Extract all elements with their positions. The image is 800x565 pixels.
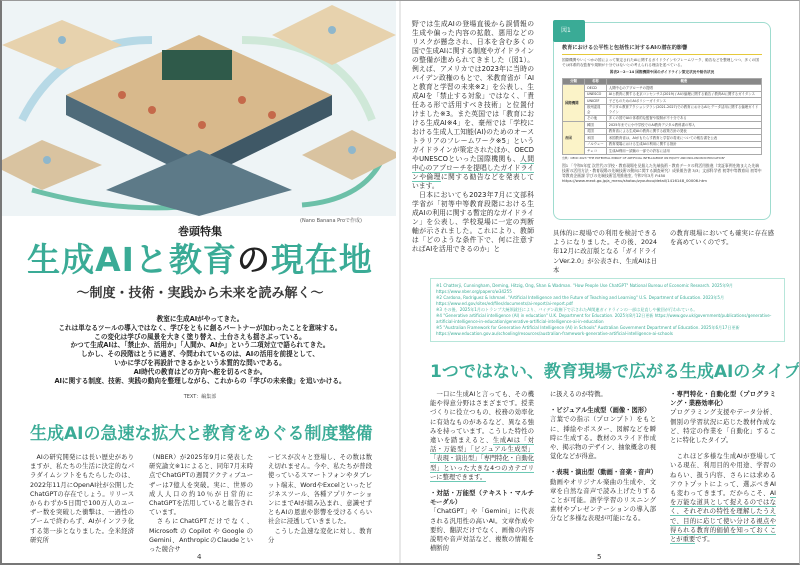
text-run: これほど多様な生成AIが登場している現在、利用目的や用途、学習のねらい、扱う内容、さらには求めるアウトプットによって、選ぶべきAIも変わってきます。だからこそ、 — [670, 453, 776, 498]
feature-kicker: 巻頭特集 — [178, 225, 222, 238]
paragraph: 言葉での指示（プロンプト）をもとに、挿絵やポスター、図解などを瞬時に生成する。教材のスライド作成や、掲示物のデザイン、抽象概念の視覚化などが得意。 — [550, 416, 656, 461]
paragraph: （NBER）が2025年9月に発表した研究論文※1によると、同年7月末時点でChatGPTの週間アクティブユーザーは7億人を突破。実に、世界の成人人口の約10％が日常的にChatGPTを活用していると報告されています。 — [149, 454, 253, 517]
lead-line: AI時代の教育はどの方向へ舵を切るべきか。 — [133, 367, 267, 376]
title-part: 生成AIと教育 — [27, 240, 237, 279]
table-cell: 米国 — [585, 135, 607, 142]
type-heading — [430, 489, 534, 507]
table-cell: 英国 — [585, 128, 607, 135]
type-heading-text: ・表現・演出型（動画・音楽・音声） — [550, 469, 658, 477]
title-part: 現在地 — [270, 240, 373, 279]
lead-line: これは単なるツールの導入ではなく、学びをともに創るパートナーが加わったことを意味する。 — [58, 323, 342, 332]
lead-line: AIに関する制度、技術、実践の動向を整理しながら、これからの「学びの未来像」を追いかける。 — [54, 376, 346, 385]
body-column — [670, 390, 776, 544]
text-run: です。 — [695, 536, 714, 544]
footnote: ※4 "Generative artificial intelligence (AI) in education" U.K. Department for Education. 2025年8月12日更新 https://www.gov.uk/government/publications/generative-artificial-intelligence-in-education/generative-artificial-intelligence-ai-in-education — [436, 313, 772, 324]
guideline-table — [562, 78, 762, 155]
text-run: に関する勧告などを発表しています。 — [412, 173, 535, 190]
figure-intro: 国際機関やいくつかの国によって策定されたAIに関するガイドラインやフレームワーク、勧告などを整理しつつ、多くの国では体系的な監督や規制が十分ではないとの考えられる理由を述べている。 — [562, 57, 759, 67]
type-heading-text: ・対話・万能型（テキスト・マルチモーダル） — [430, 490, 534, 507]
lead-line: かつて生成AIは、「禁止か、活用か」「人間か、AIか」という二項対立で語られてきた。 — [70, 341, 330, 350]
page-number: 5 — [597, 553, 602, 561]
lead-line: 教室に生成AIがやってきた。 — [156, 315, 244, 323]
footnotes-box — [430, 278, 785, 342]
footnote: ※5 "Australian Framework for Generative Artificial Intelligence (AI) in Schools" Australian Government Department of Education. 2025年6月17日更新 https://www.education.gov.au/schooling/resources/australian-framework-generative-artificial-intelligence-ai-schools — [436, 325, 740, 336]
table-cell: 人間中心のアプローチの提唱 — [606, 85, 761, 92]
category-cell: 国際機関 — [563, 85, 585, 122]
footnote: ※2 Cardona, Rodriguez & Ishmael. "Artificial Intelligence and the Future of Teaching and Learning" U.S. Department of Education. 2023年5月 https://www.ed.gov/sites/ed/files/documents/ai-report/ai-report.pdf — [436, 295, 725, 306]
table-cell: 教育省による生成AIの教育に関する政策方針の発表 — [606, 128, 761, 135]
table-row — [563, 148, 762, 155]
paragraph: ービスが次々と登場し、その数は数え切れません。今や、私たちが普段使っているスマートフォンやタブレット端末、WordやExcelといったビジネスツール、各種アプリケーションにまでAIが組み込まれ、意識せずともAIの恩恵や影響を受けるくらい社会に浸透していきました。 — [268, 454, 372, 526]
body-column — [670, 229, 774, 247]
classroom-illustration — [2, 0, 396, 216]
paragraph: に扱えるのが特徴。 — [550, 391, 607, 398]
caption-text: 図1 「令和5年度 次世代の学校・教育現場を見据えた先端技術・教育データの利活用推進（実証事例を踏まえた先端技術の活用方法・教育現場の先端技術の動向に関する調査研究）成果報告書 3/3」文部科学省 初等中等教育局 初等中等教育企画課 学びの先端技術活用推進室, 令和7年3月 P.450 — [562, 162, 762, 178]
paragraph — [412, 20, 534, 191]
page-subtitle: ～制度・技術・実践から未来を読み解く～ — [76, 286, 324, 301]
body-column — [268, 453, 372, 545]
table-title: 図表2－2－14 国際機関や国のガイドライン策定状況や勧告状況 — [609, 69, 715, 74]
page-gutter — [399, 0, 401, 565]
table-cell: ノルウェー — [585, 141, 607, 148]
column-header: 概要 — [606, 78, 761, 85]
category-cell: 各国 — [563, 122, 585, 155]
table-cell: 子どものためのAIポリシーガイダンス — [606, 98, 761, 105]
figure-caption — [562, 163, 762, 183]
paragraph: 具体的に現場での利用を検討できるようになりました。その後、2024年12月に改訂版となる「ガイドラインVer.2.0」が公表され、生成AIは日本 — [553, 230, 657, 274]
paragraph: 日本においても2023年7月に文部科学省が「初等中等教育段階における生成AIの利用に関する暫定的なガイドライン」を公表し、学校現場に一定の判断軸が示されました。これにより、教師は「どのような条件下で、何に注意すればAIを活用できるのか」と — [412, 191, 534, 253]
table-cell: 米国教育省は、AIがもたらす教育と学習の将来についての報告書を公表 — [606, 135, 761, 142]
paragraph — [670, 452, 776, 544]
table-cell: 欧州委員会 — [585, 104, 607, 115]
highlighted-text: 人間中心のアプローチを提唱したガイドラインや倫理 — [412, 155, 534, 181]
type-heading — [550, 406, 656, 415]
footnote: ※1 Chatterji, Cunningham, Deming, Hitzig, Ong, Shan & Wadman. "How People Use ChatGPT" National Bureau of Economic Research. 2025年9月 https://www.nber.org/papers/w34255 — [436, 283, 733, 294]
page-title — [0, 241, 400, 279]
paragraph — [430, 390, 534, 482]
lead-line: この変化は学びの風景を大きく塗り替え、土台さえも揺さぶっている。 — [94, 332, 306, 341]
paragraph: さらにChatGPTだけでなく、MicrosoftのCopilotやGoogleのGemini、AnthropicのClaudeといった競合サ — [149, 518, 253, 554]
paragraph: の教育現場においても確実に存在感を高めていくのです。 — [670, 230, 774, 247]
text-run: 一口に生成AIと言っても、その機能や得意分野はさまざまです。授業づくりに役立つもの、校務の効率化に有効なものがあるなど、異なる強みを持っています。こうした特性の違いを踏まえると、 — [430, 391, 534, 445]
body-column — [550, 390, 656, 524]
figure-title: 教育における公平性と包括性に対するAIの潜在的影響 — [562, 45, 762, 55]
body-column — [412, 20, 534, 254]
body-column — [553, 229, 657, 275]
title-part: の — [236, 240, 271, 279]
table-cell: 生成AI利用ー試験の一部での許容に活用 — [606, 148, 761, 155]
paragraph: 「ChatGPT」や「Gemini」に代表される汎用性の高いAI。文章作成や要約、翻訳だけでなく、画像の内容説明や音声対話など、複数の情報を横断的 — [430, 508, 534, 553]
table-cell: OECD — [585, 85, 607, 92]
lead-line: いかに学びを再設計できるかという本質的な問いである。 — [114, 358, 286, 367]
section-heading: 1つではない、教育現場で広がる生成AIのタイプ — [430, 362, 800, 382]
type-heading-text: ・ビジュアル生成型（画像・図形） — [550, 407, 651, 415]
body-column — [30, 453, 134, 545]
column-header: 分類 — [563, 78, 585, 85]
text-run: 野では生成AIの登場直後から誤情報の生成や偏った内容の拡散、悪用などのリスクが懸念され、日本を含む多くの国で生成AIに関する制度やガイドラインの整備が進められてきました（図1）。例えば、アメリカでは2023年に当時のバイデン政権のもとで、米教育省が「AIと教育と学習の未来※2」を公表し、生成AIを「禁止する対象」ではなく、「責任ある形で活用すべき技術」と位置付けました※3。また英国では「教育における生成AI※4」を、豪州では「学校における生成人工知能(AI)のためのオーストラリアのフレームワーク※5」というガイドラインが策定されたほか、OECDやUNESCOといった国際機関も、 — [412, 20, 534, 163]
table-cell: 韓国 — [585, 122, 607, 129]
page-number: 4 — [197, 553, 202, 561]
section-heading: 生成AIの急速な拡大と教育をめぐる制度整備 — [30, 424, 373, 444]
table-cell: デジタル教育アクションプラン(2021-2027)での教育におけるAIとデータ活用に関する倫理ガイドライン — [606, 104, 761, 115]
paragraph: こうした急速な変化に対し、教育分 — [268, 527, 372, 544]
lead-line: しかし、その段階はとうに過ぎ、今問われているのは、AIの活用を前提として、 — [81, 350, 319, 359]
figure-1 — [553, 22, 771, 220]
illustration-caption: (Nano Banana Proで作成) — [300, 218, 363, 224]
body-column — [149, 453, 253, 554]
table-source: 出典：OECD 2023 "THE POTENTIAL IMPACT OF ARTIFICIAL INTELLIGENCE ON EQUITY AND INCLUSION IN EDUCATION" — [562, 155, 726, 160]
table-cell: 教育現場における生成AIの利用に関する指針 — [606, 141, 761, 148]
table-cell: UNICEF — [585, 98, 607, 105]
highlighted-text: AIを万能な道具として捉えるのではなく、それぞれの特性を理解したうえで、目的に応じて使い分ける視点や得られる教育的価値を知っておくことが重要 — [670, 490, 776, 544]
paragraph: 動画やオリジナル楽曲の生成や、文章を自然な音声で読み上げたりすることが可能。語学学習のリスニング素材やプレゼンテーションの導入部分など多様な表現が可能になる。 — [550, 478, 656, 523]
paragraph: プログラミング支援やデータ分析、個別の学習状況に応じた教材作成など、特定の作業を「自動化」することに特化したタイプ。 — [670, 409, 776, 445]
table-cell: AIと教育に関する北京コンセンサス(2019) / AIの倫理に関する勧告 / 教育AIに関するガイダンス — [606, 91, 761, 98]
lead-text — [0, 315, 400, 385]
caption-link[interactable]: https://www.mext.go.jp/a_menu/shotou/zyouhou/detail/1416148_00006.htm — [562, 177, 707, 183]
type-heading-text: ・専門特化・自動化型（プログラミング・業務効率化） — [670, 391, 776, 408]
table-cell: 2025年までに小中学校でのAI教育デジタル教科書の導入 — [606, 122, 761, 129]
text-credit: TEXT：編集部 — [183, 394, 217, 400]
type-heading — [670, 390, 776, 408]
table-cell: チェコ — [585, 148, 607, 155]
type-heading — [550, 468, 656, 477]
footnote: ※3 その後、2025年1月のトランプ大統領就任により、バイデン政権下で示されたAI関連ガイドラインの一部は見直しや撤回が行われている。 — [436, 307, 698, 312]
table-cell: UNESCO — [585, 91, 607, 98]
figure-label: 図1 — [553, 20, 585, 42]
column-header: 名称 — [585, 78, 607, 85]
paragraph: AIの研究開発には長い歴史がありますが、私たちの生活に決定的なパラダイムシフトをもたらしたのは、2022年11月にOpenAI社が公開したChatGPTの存在でしょう。リリースからわずか5日間で100万人のユーザー数を突破した衝撃は、一過性のブームで終わらず、AIがインフラ化する第一歩となりました。全米経済研究所 — [30, 454, 134, 544]
table-cell: その他 — [585, 115, 607, 122]
highlighted-text: 生成AIは「対話・万能型」「ビジュアル生成型」「表現・演出型」「専門特化・自動化型」といった大きな4つのカテゴリーに整理できます。 — [430, 437, 534, 481]
table-cell: 多くの国でAIの体系的な監督や規制が不十分である — [606, 115, 761, 122]
table-row — [563, 104, 762, 115]
body-column — [430, 390, 534, 553]
